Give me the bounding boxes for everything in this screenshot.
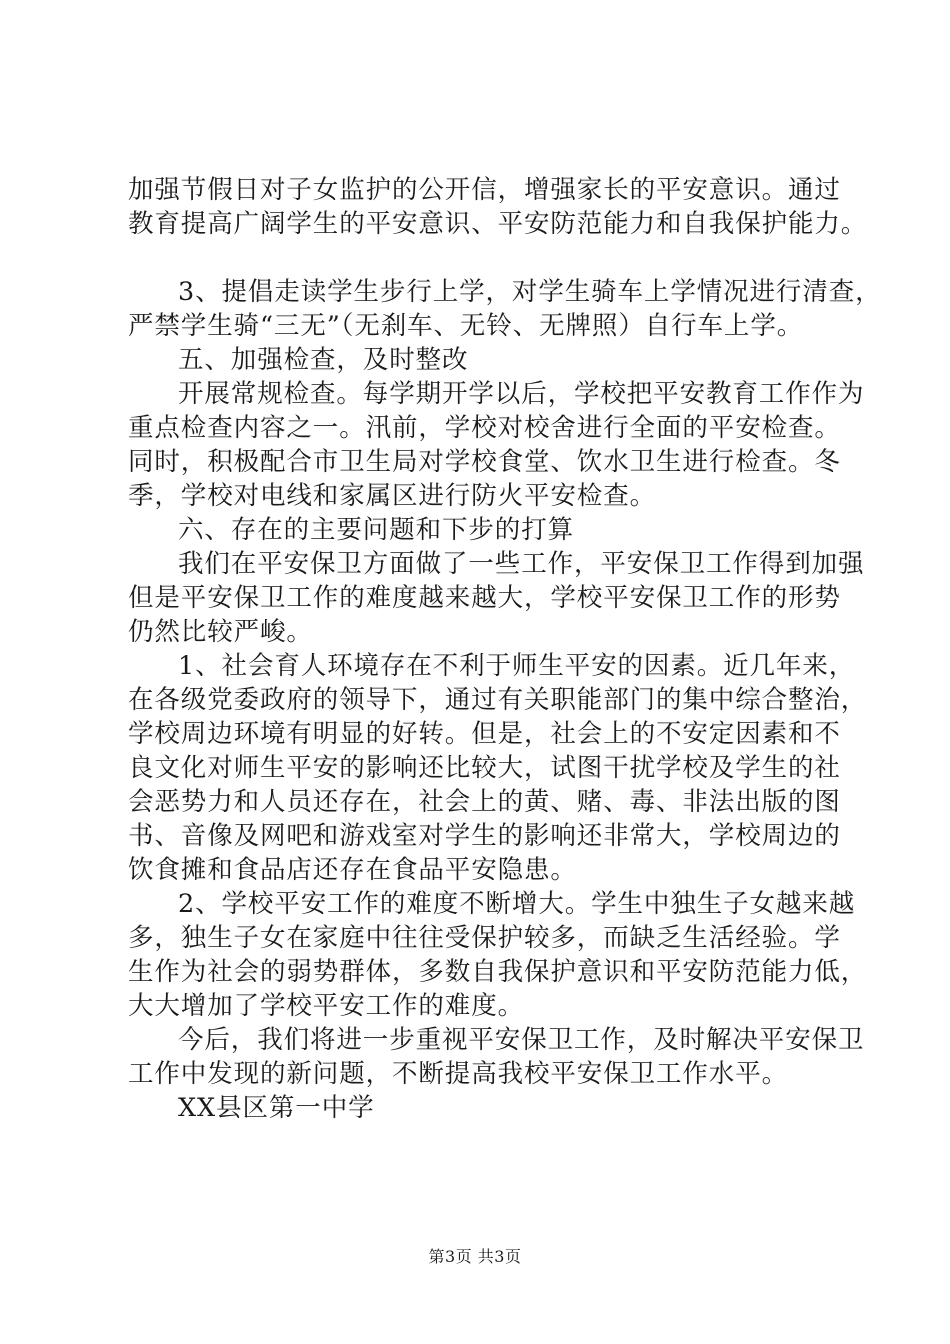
- text-line: 教育提高广阔学生的平安意识、平安防范能力和自我保护能力。: [128, 209, 868, 239]
- section-heading: 六、存在的主要问题和下步的打算: [178, 515, 575, 545]
- text-line: 2、学校平安工作的难度不断增大。学生中独生子女越来越: [178, 889, 856, 919]
- text-line: 会恶势力和人员还存在，社会上的黄、赌、毒、非法出版的图: [128, 787, 841, 817]
- section-heading: 五、加强检查，及时整改: [178, 345, 469, 375]
- text-line: 多，独生子女在家庭中往往受保护较多，而缺乏生活经验。学: [128, 923, 841, 953]
- page-number: 第3页 共3页: [428, 1247, 522, 1266]
- text-line: 书、音像及网吧和游戏室对学生的影响还非常大，学校周边的: [128, 821, 841, 851]
- document-body: [128, 173, 882, 1125]
- text-line: 加强节假日对子女监护的公开信，增强家长的平安意识。通过: [128, 175, 841, 205]
- text-line: 我们在平安保卫方面做了一些工作，平安保卫工作得到加强: [178, 549, 865, 579]
- text-line: 重点检查内容之一。汛前，学校对校舍进行全面的平安检查。: [128, 413, 841, 443]
- text-line: 今后，我们将进一步重视平安保卫工作，及时解决平安保卫: [178, 1025, 865, 1055]
- paragraph-gap: [128, 241, 828, 275]
- text-line: 同时，积极配合市卫生局对学校食堂、饮水卫生进行检查。冬: [128, 447, 841, 477]
- text-line: 3、提倡走读学生步行上学，对学生骑车上学情况进行清查，: [178, 277, 882, 307]
- text-line: 季，学校对电线和家属区进行防火平安检查。: [128, 481, 657, 511]
- text-line: 仍然比较严峻。: [128, 617, 313, 647]
- text-line: 在各级党委政府的领导下，通过有关职能部门的集中综合整治，: [128, 685, 868, 715]
- text-line: 大大增加了学校平安工作的难度。: [128, 991, 525, 1021]
- text-line: 良文化对师生平安的影响还比较大，试图干扰学校及学生的社: [128, 753, 841, 783]
- text-line: 工作中发现的新问题，不断提高我校平安保卫工作水平。: [128, 1059, 789, 1089]
- text-line: 生作为社会的弱势群体，多数自我保护意识和平安防范能力低，: [128, 957, 868, 987]
- text-line: 饮食摊和食品店还存在食品平安隐患。: [128, 855, 577, 885]
- text-line: 1、社会育人环境存在不利于师生平安的因素。近几年来，: [178, 651, 856, 681]
- text-line: 但是平安保卫工作的难度越来越大，学校平安保卫工作的形势: [128, 583, 841, 613]
- text-line: 开展常规检查。每学期开学以后，学校把平安教育工作作为: [178, 379, 865, 409]
- text-line: 严禁学生骑“三无”（无刹车、无铃、无牌照）自行车上学。: [128, 311, 804, 341]
- text-line: 学校周边环境有明显的好转。但是，社会上的不安定因素和不: [128, 719, 841, 749]
- signature-org: XX县区第一中学: [178, 1093, 375, 1123]
